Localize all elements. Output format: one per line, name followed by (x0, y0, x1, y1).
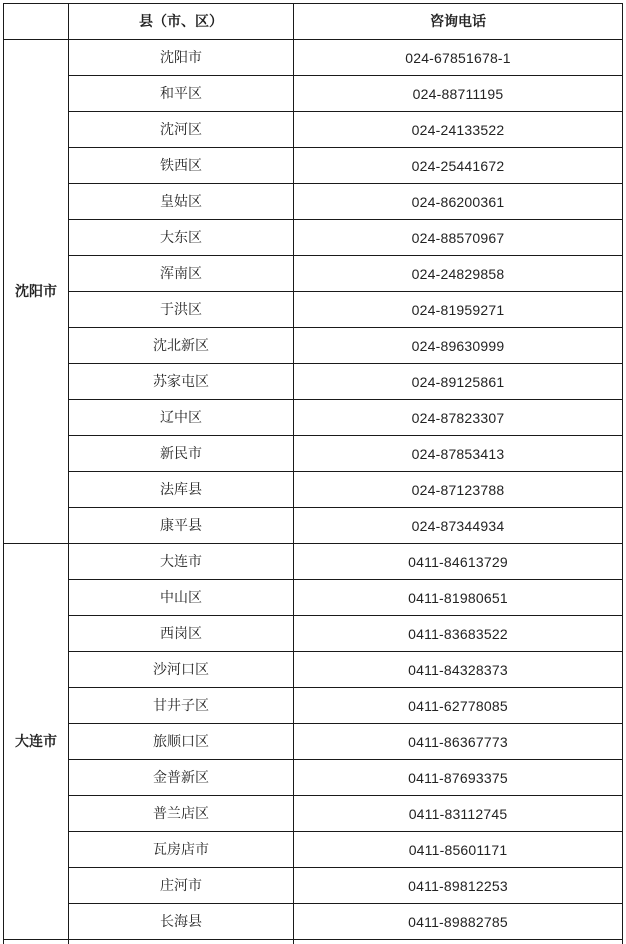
cutoff-cell (4, 940, 69, 944)
phone-cell: 024-87344934 (294, 508, 623, 544)
table-row (4, 580, 623, 616)
district-cell: 沈河区 (69, 112, 294, 148)
table-row (4, 616, 623, 652)
phone-cell: 024-87853413 (294, 436, 623, 472)
table-row (4, 148, 623, 184)
phone-cell: 024-87823307 (294, 400, 623, 436)
table-row-cutoff (4, 940, 623, 944)
table-row (4, 904, 623, 940)
district-cell: 沈阳市 (69, 40, 294, 76)
district-cell: 新民市 (69, 436, 294, 472)
header-phone: 咨询电话 (294, 4, 623, 40)
phone-cell: 024-87123788 (294, 472, 623, 508)
table-row (4, 796, 623, 832)
cutoff-cell (294, 940, 623, 944)
district-cell: 于洪区 (69, 292, 294, 328)
district-cell: 中山区 (69, 580, 294, 616)
district-cell: 瓦房店市 (69, 832, 294, 868)
phone-cell: 0411-83683522 (294, 616, 623, 652)
phone-cell: 0411-84328373 (294, 652, 623, 688)
header-city (4, 4, 69, 40)
table-row (4, 400, 623, 436)
table-row (4, 256, 623, 292)
district-cell: 普兰店区 (69, 796, 294, 832)
district-cell: 法库县 (69, 472, 294, 508)
phone-cell: 024-88570967 (294, 220, 623, 256)
district-cell: 金普新区 (69, 760, 294, 796)
city-cell: 沈阳市 (4, 40, 69, 544)
table-row (4, 868, 623, 904)
district-cell: 苏家屯区 (69, 364, 294, 400)
table-row (4, 184, 623, 220)
phone-cell: 0411-62778085 (294, 688, 623, 724)
table-row (4, 508, 623, 544)
district-cell: 旅顺口区 (69, 724, 294, 760)
consultation-phone-table (3, 3, 623, 944)
phone-cell: 0411-89882785 (294, 904, 623, 940)
phone-cell: 0411-86367773 (294, 724, 623, 760)
phone-cell: 024-88711195 (294, 76, 623, 112)
cutoff-cell (69, 940, 294, 944)
phone-cell: 024-25441672 (294, 148, 623, 184)
table-header-row (4, 4, 623, 40)
phone-cell: 0411-85601171 (294, 832, 623, 868)
district-cell: 长海县 (69, 904, 294, 940)
table-row (4, 472, 623, 508)
district-cell: 铁西区 (69, 148, 294, 184)
phone-cell: 024-89630999 (294, 328, 623, 364)
table-row (4, 544, 623, 580)
phone-cell: 024-67851678-1 (294, 40, 623, 76)
table-row (4, 724, 623, 760)
phone-cell: 024-81959271 (294, 292, 623, 328)
phone-cell: 024-24133522 (294, 112, 623, 148)
district-cell: 大东区 (69, 220, 294, 256)
table-row (4, 220, 623, 256)
table-row (4, 76, 623, 112)
district-cell: 和平区 (69, 76, 294, 112)
city-cell: 大连市 (4, 544, 69, 940)
table-row (4, 364, 623, 400)
phone-cell: 0411-84613729 (294, 544, 623, 580)
district-cell: 浑南区 (69, 256, 294, 292)
district-cell: 西岗区 (69, 616, 294, 652)
phone-cell: 0411-83112745 (294, 796, 623, 832)
table-row (4, 652, 623, 688)
phone-cell: 024-24829858 (294, 256, 623, 292)
district-cell: 大连市 (69, 544, 294, 580)
phone-cell: 024-86200361 (294, 184, 623, 220)
table-row (4, 688, 623, 724)
district-cell: 沙河口区 (69, 652, 294, 688)
phone-cell: 024-89125861 (294, 364, 623, 400)
table-row (4, 292, 623, 328)
district-cell: 甘井子区 (69, 688, 294, 724)
district-cell: 康平县 (69, 508, 294, 544)
header-district: 县（市、区） (69, 4, 294, 40)
district-cell: 庄河市 (69, 868, 294, 904)
table-row (4, 760, 623, 796)
phone-cell: 0411-87693375 (294, 760, 623, 796)
table-row (4, 436, 623, 472)
district-cell: 辽中区 (69, 400, 294, 436)
table-row (4, 112, 623, 148)
district-cell: 皇姑区 (69, 184, 294, 220)
table-row (4, 328, 623, 364)
table-row (4, 40, 623, 76)
phone-cell: 0411-89812253 (294, 868, 623, 904)
table-body (4, 40, 623, 944)
table-row (4, 832, 623, 868)
district-cell: 沈北新区 (69, 328, 294, 364)
phone-cell: 0411-81980651 (294, 580, 623, 616)
